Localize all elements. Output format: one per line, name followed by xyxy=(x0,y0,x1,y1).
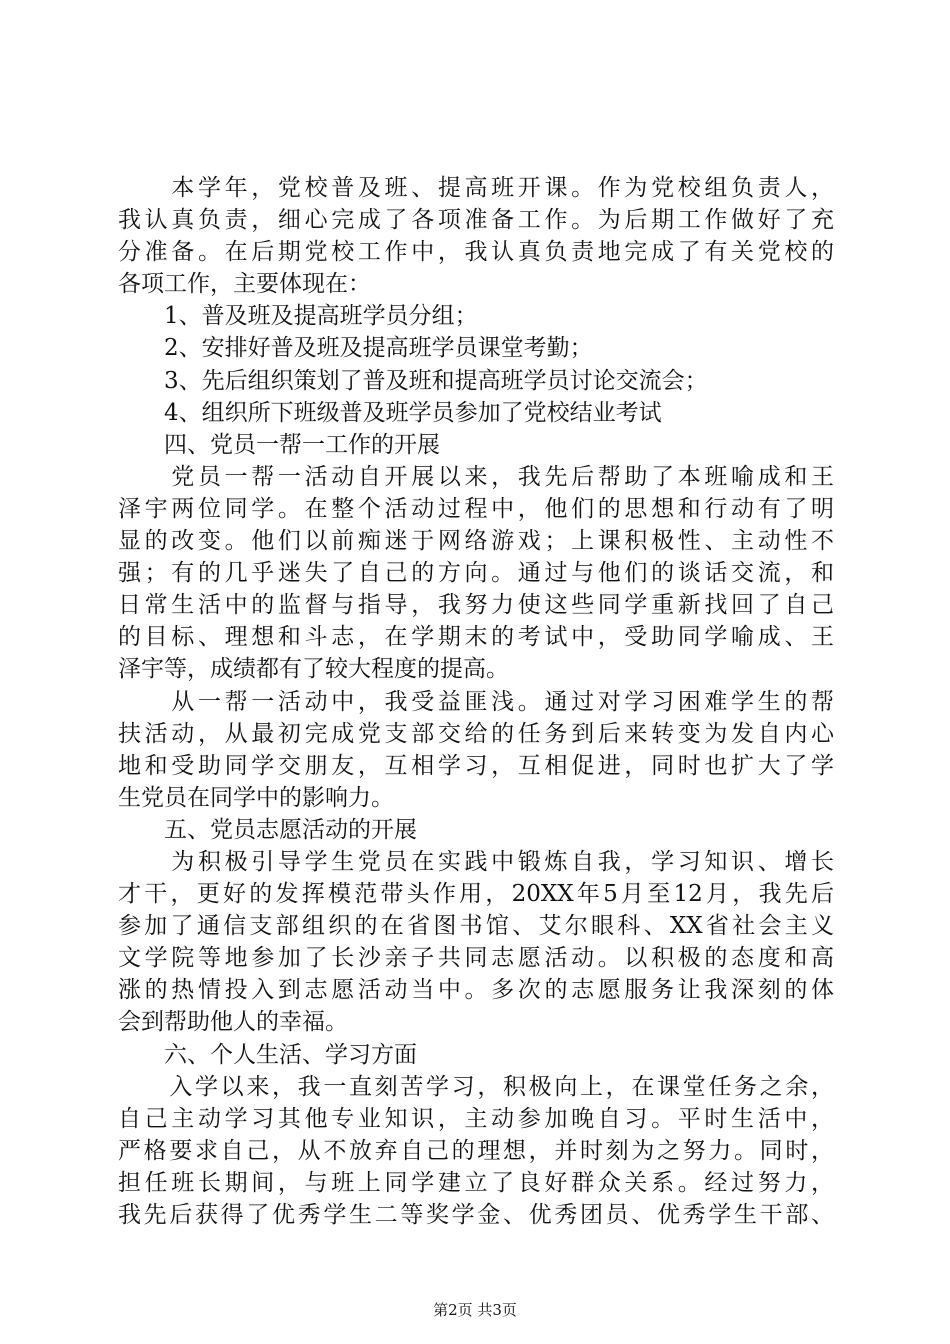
page-footer: 第2页 共3页 xyxy=(433,1301,517,1319)
text-line: 4、组织所下班级普及班学员参加了党校结业考试 xyxy=(118,399,662,426)
text-line: 分准备。在后期党校工作中，我认真负责地完成了有关党校的 xyxy=(118,239,834,266)
text-line: 为积极引导学生党员在实践中锻炼自我，学习知识、增长 xyxy=(118,848,834,875)
text-line: 显的改变。他们以前痴迷于网络游戏；上课积极性、主动性不 xyxy=(118,528,834,555)
text-line: 的目标、理想和斗志，在学期末的考试中，受助同学喻成、王 xyxy=(118,624,834,651)
text-line: 1、普及班及提高班学员分组； xyxy=(118,303,478,330)
text-line: 泽宇等，成绩都有了较大程度的提高。 xyxy=(118,656,509,683)
text-line: 泽宇两位同学。在整个活动过程中，他们的思想和行动有了明 xyxy=(118,495,834,522)
text-line: 六、个人生活、学习方面 xyxy=(118,1041,417,1068)
text-line: 各项工作，主要体现在： xyxy=(118,271,371,298)
text-line: 参加了通信支部组织的在省图书馆、艾尔眼科、XX省社会主义 xyxy=(118,913,834,940)
text-line: 本学年，党校普及班、提高班开课。作为党校组负责人， xyxy=(118,175,834,201)
text-line: 四、党员一帮一工作的开展 xyxy=(118,431,440,458)
text-line: 日常生活中的监督与指导，我努力使这些同学重新找回了自己 xyxy=(118,592,834,619)
text-line: 文学院等地参加了长沙亲子共同志愿活动。以积极的态度和高 xyxy=(118,945,834,972)
text-line: 我先后获得了优秀学生二等奖学金、优秀团员、优秀学生干部、 xyxy=(118,1202,834,1228)
text-line: 五、党员志愿活动的开展 xyxy=(118,816,417,843)
text-line: 才干，更好的发挥模范带头作用，20XX年5月至12月，我先后 xyxy=(118,881,834,908)
text-line: 地和受助同学交朋友，互相学习，互相促进，同时也扩大了学 xyxy=(118,752,834,779)
text-line: 会到帮助他人的幸福。 xyxy=(118,1009,348,1036)
text-line: 入学以来，我一直刻苦学习，积极向上，在课堂任务之余， xyxy=(118,1073,834,1100)
text-line: 涨的热情投入到志愿活动当中。多次的志愿服务让我深刻的体 xyxy=(118,977,834,1004)
text-line: 严格要求自己，从不放弃自己的理想，并时刻为之努力。同时， xyxy=(118,1137,834,1164)
text-line: 2、安排好普及班及提高班学员课堂考勤； xyxy=(118,335,593,362)
text-line: 党员一帮一活动自开展以来，我先后帮助了本班喻成和王 xyxy=(118,463,834,490)
text-line: 从一帮一活动中，我受益匪浅。通过对学习困难学生的帮 xyxy=(118,688,834,715)
text-line: 生党员在同学中的影响力。 xyxy=(118,784,394,811)
text-line: 自己主动学习其他专业知识，主动参加晚自习。平时生活中， xyxy=(118,1105,834,1132)
text-line: 3、先后组织策划了普及班和提高班学员讨论交流会； xyxy=(118,367,708,394)
text-line: 我认真负责，细心完成了各项准备工作。为后期工作做好了充 xyxy=(118,207,834,234)
document-body xyxy=(118,172,834,1231)
text-line: 扶活动，从最初完成党支部交给的任务到后来转变为发自内心 xyxy=(118,720,834,747)
text-line: 强；有的几乎迷失了自己的方向。通过与他们的谈话交流，和 xyxy=(118,560,834,587)
text-line: 担任班长期间，与班上同学建立了良好群众关系。经过努力， xyxy=(118,1169,834,1196)
